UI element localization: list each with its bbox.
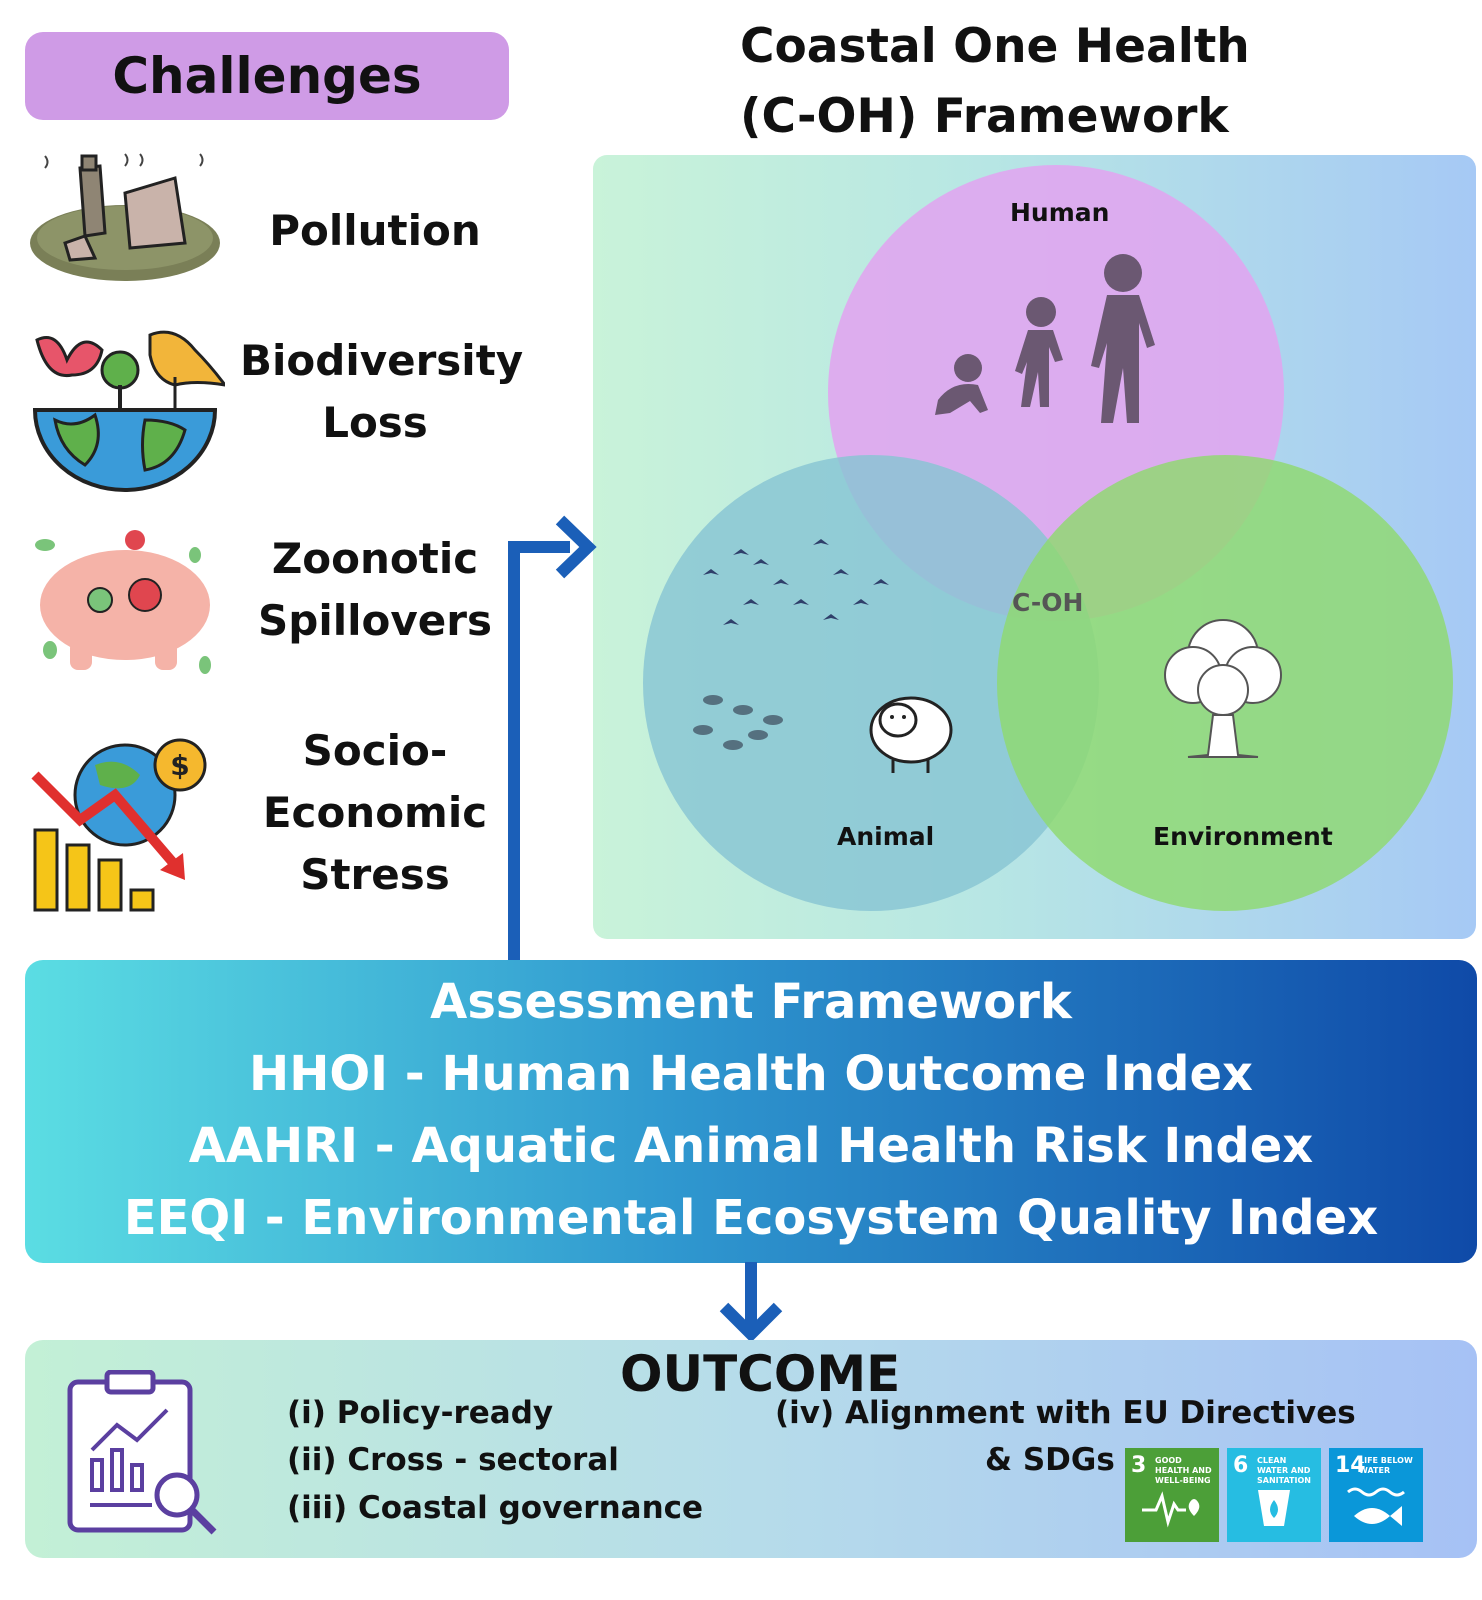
challenges-title: Challenges <box>112 47 422 105</box>
outcome-item-policy: (i) Policy-ready <box>287 1395 554 1431</box>
zoonotic-pig-icon <box>25 525 225 685</box>
challenge-line: Socio- <box>302 726 448 775</box>
sdg-3-tile <box>1125 1448 1219 1542</box>
heartbeat-icon <box>1142 1488 1202 1528</box>
outcome-item-coastal-governance: (iii) Coastal governance <box>287 1490 704 1526</box>
biodiversity-icon <box>25 325 225 500</box>
challenges-header <box>25 32 509 120</box>
sdg-number: 14 <box>1335 1453 1366 1478</box>
challenge-label-pollution <box>240 200 510 262</box>
sdg-number: 3 <box>1131 1453 1147 1478</box>
challenge-line: Pollution <box>269 206 481 255</box>
venn-label-environment: Environment <box>1153 822 1333 851</box>
outcome-title: OUTCOME <box>620 1345 901 1403</box>
assessment-framework-box <box>25 960 1477 1263</box>
pollution-icon <box>25 148 225 298</box>
water-drop-icon <box>1254 1486 1294 1536</box>
outcome-item-sdgs: & SDGs <box>985 1442 1115 1478</box>
sdg-14-tile <box>1329 1448 1423 1542</box>
challenge-label-zoonotic <box>240 528 510 652</box>
sdg-text: GOOD HEALTH AND WELL-BEING <box>1155 1456 1212 1485</box>
venn-label-human: Human <box>1010 198 1110 227</box>
sdg-number: 6 <box>1233 1453 1249 1478</box>
challenge-line: Loss <box>322 398 428 447</box>
challenge-line: Economic <box>262 788 488 837</box>
assessment-line-eeqi: EEQI - Environmental Ecosystem Quality Index <box>123 1190 1379 1246</box>
assessment-title: Assessment Framework <box>430 974 1072 1030</box>
sdg-text: CLEAN WATER AND SANITATION <box>1257 1456 1311 1485</box>
flow-arrow <box>500 510 600 970</box>
economic-decline-icon <box>25 735 225 915</box>
svg-text:$: $ <box>170 749 190 782</box>
challenge-line: Stress <box>300 850 450 899</box>
challenge-line: Biodiversity <box>240 336 524 385</box>
venn-label-animal: Animal <box>837 822 935 851</box>
fish-icon <box>1346 1486 1406 1536</box>
framework-title <box>740 12 1340 152</box>
challenge-label-biodiversity <box>240 330 524 454</box>
venn-center-label: C-OH <box>1012 588 1084 617</box>
challenge-line: Spillovers <box>258 596 492 645</box>
report-clipboard-icon <box>62 1370 222 1540</box>
sdg-6-tile <box>1227 1448 1321 1542</box>
assessment-line-aahri: AAHRI - Aquatic Animal Health Risk Index <box>188 1118 1314 1174</box>
assessment-line-hhoi: HHOI - Human Health Outcome Index <box>249 1046 1253 1102</box>
sdg-text: LIFE BELOW WATER <box>1359 1456 1413 1475</box>
outcome-item-eu-alignment: (iv) Alignment with EU Directives <box>775 1395 1356 1431</box>
framework-title-line: Coastal One Health <box>740 19 1250 74</box>
outcome-item-cross-sectoral: (ii) Cross - sectoral <box>287 1442 619 1478</box>
challenge-label-socioeconomic <box>240 720 510 906</box>
framework-title-line: (C-OH) Framework <box>740 89 1229 144</box>
challenge-line: Zoonotic <box>271 534 479 583</box>
venn-diagram <box>593 155 1476 939</box>
down-arrow <box>716 1262 786 1342</box>
